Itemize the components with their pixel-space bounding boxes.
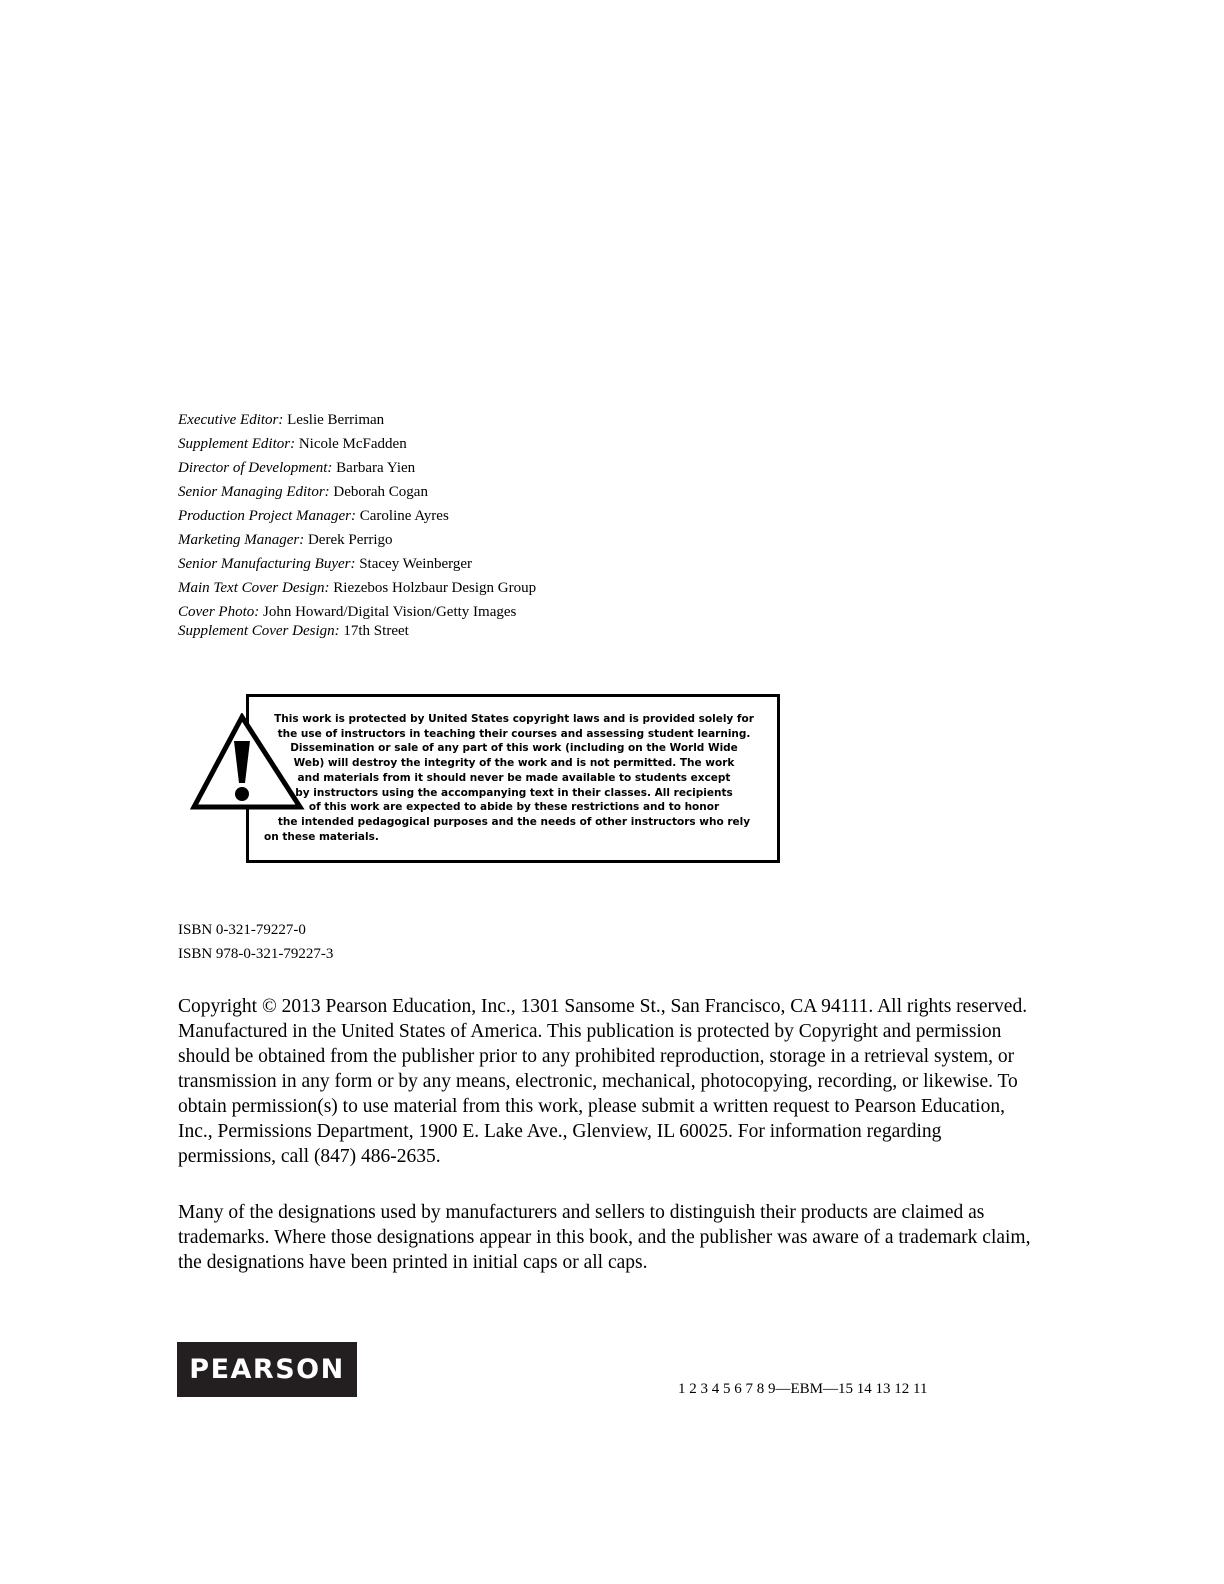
credit-role: Senior Managing Editor: bbox=[178, 484, 330, 500]
printing-line: 1 2 3 4 5 6 7 8 9—EBM—15 14 13 12 11 bbox=[678, 1381, 928, 1397]
notice-line: Web) will destroy the integrity of the work and is not permitted. The work bbox=[293, 757, 735, 770]
credit-line bbox=[178, 621, 878, 641]
credit-role: Senior Manufacturing Buyer: bbox=[178, 556, 356, 572]
credit-name: Leslie Berriman bbox=[287, 412, 385, 428]
credit-line bbox=[178, 432, 878, 456]
credit-role: Marketing Manager: bbox=[178, 532, 305, 548]
credit-line bbox=[178, 552, 878, 576]
credit-role: Production Project Manager: bbox=[178, 508, 357, 524]
isbn-block bbox=[178, 918, 333, 966]
notice-line: Dissemination or sale of any part of this work (including on the World Wide bbox=[290, 742, 738, 755]
isbn-13: ISBN 978-0-321-79227-3 bbox=[178, 946, 334, 962]
credit-name: Nicole McFadden bbox=[298, 436, 407, 452]
trademark-paragraph: Many of the designations used by manufacturers and sellers to distinguish their products are claimed as trademarks. Where those designations appear in this book, and the publisher was aware of a trademark claim, the designations have been printed in initial caps or all caps. bbox=[178, 1202, 1031, 1273]
isbn-10: ISBN 0-321-79227-0 bbox=[178, 922, 306, 938]
credit-name: Barbara Yien bbox=[336, 460, 416, 476]
credit-line bbox=[178, 480, 878, 504]
notice-line: This work is protected by United States copyright laws and is provided solely for bbox=[274, 713, 754, 725]
credit-line bbox=[178, 528, 878, 552]
credit-role: Supplement Cover Design: bbox=[178, 623, 340, 639]
pearson-logo: PEARSON bbox=[177, 1342, 357, 1397]
credit-role: Supplement Editor: bbox=[178, 436, 296, 452]
credit-name: John Howard/Digital Vision/Getty Images bbox=[262, 604, 517, 620]
notice-line: the intended pedagogical purposes and the needs of other instructors who rely bbox=[277, 815, 751, 828]
credit-line bbox=[178, 456, 878, 480]
notice-line: by instructors using the accompanying text in their classes. All recipients bbox=[295, 786, 733, 799]
credit-role: Executive Editor: bbox=[178, 412, 284, 428]
copyright-notice-text bbox=[252, 712, 776, 844]
credit-line bbox=[178, 576, 878, 600]
notice-line: and materials from it should never be made available to students except bbox=[297, 771, 731, 784]
credit-name: Stacey Weinberger bbox=[359, 556, 472, 572]
credit-role: Main Text Cover Design: bbox=[178, 580, 330, 596]
credit-name: 17th Street bbox=[343, 623, 409, 639]
credit-name: Caroline Ayres bbox=[359, 508, 449, 524]
credit-name: Riezebos Holzbaur Design Group bbox=[333, 580, 537, 596]
copyright-paragraph: Copyright © 2013 Pearson Education, Inc., 1301 Sansome St., San Francisco, CA 94111. All rights reserved. Manufactured in the United States of America. This publication is protected by Copyright and permission should be obtained from the publisher prior to any prohibited reproduction, storage in a retrieval system, or transmission in any form or by any means, electronic, mechanical, photocopying, recording, or likewise. To obtain permission(s) to use material from this work, please submit a written request to Pearson Education, Inc., Permissions Department, 1900 E. Lake Ave., Glenview, IL 60025. For information regarding permissions, call (847) 486-2635. bbox=[178, 996, 1028, 1167]
notice-line: the use of instructors in teaching their courses and assessing student learning. bbox=[277, 727, 751, 740]
credit-line bbox=[178, 408, 878, 432]
credit-role: Director of Development: bbox=[178, 460, 333, 476]
credit-line bbox=[178, 504, 878, 528]
credit-name: Derek Perrigo bbox=[307, 532, 393, 548]
notice-line: of this work are expected to abide by these restrictions and to honor bbox=[308, 801, 720, 814]
credit-name: Deborah Cogan bbox=[333, 484, 428, 500]
notice-line: on these materials. bbox=[264, 830, 379, 843]
credit-role: Cover Photo: bbox=[178, 604, 260, 620]
credits-list bbox=[178, 408, 878, 641]
